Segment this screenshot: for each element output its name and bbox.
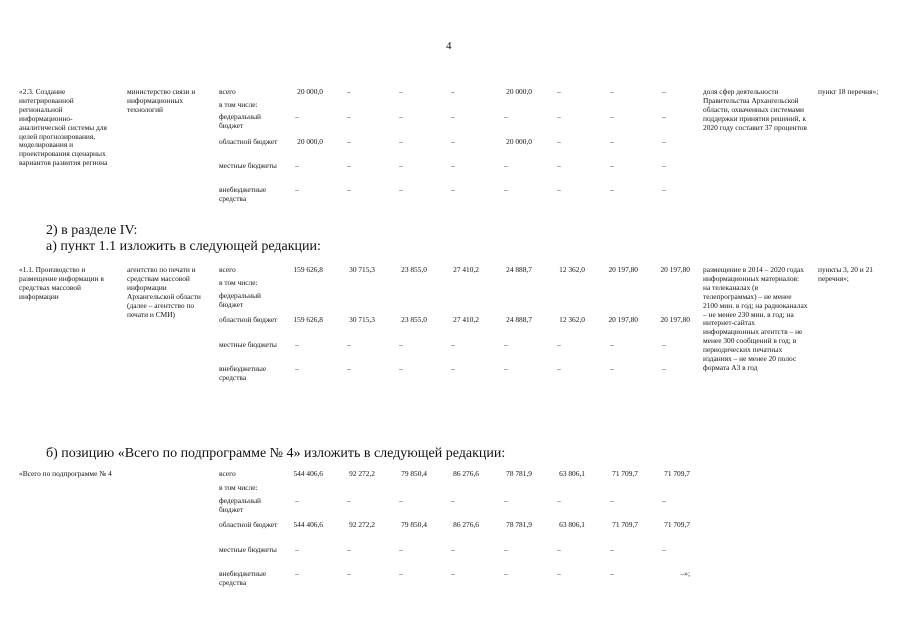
amount-cell: – <box>504 545 508 554</box>
amount-cell: – <box>504 185 508 194</box>
amount-cell: – <box>347 87 351 96</box>
amount-cell: – <box>662 112 666 121</box>
amount-cell: – <box>610 161 614 170</box>
amount-cell: 63 806,1 <box>559 469 585 478</box>
reference: пункт 18 перечня»; <box>818 87 879 96</box>
amount-cell: – <box>347 340 351 349</box>
amount-cell: – <box>557 364 561 373</box>
funding-source-label: всего <box>219 469 236 478</box>
funding-source-label: внебюджетные средства <box>219 364 267 382</box>
funding-source-label: внебюджетные средства <box>219 185 267 203</box>
amount-cell: – <box>662 340 666 349</box>
amount-cell: 71 709,7 <box>664 520 690 529</box>
amount-cell: 159 626,8 <box>293 265 323 274</box>
amount-cell: 86 276,6 <box>453 469 479 478</box>
funding-source-label: всего <box>219 87 236 96</box>
amount-cell: 23 855,0 <box>401 265 427 274</box>
amount-cell: – <box>399 364 403 373</box>
amount-cell: 71 709,7 <box>664 469 690 478</box>
funding-source-label: внебюджетные средства <box>219 569 267 587</box>
heading-item-1-1: а) пункт 1.1 изложить в следующей редакции: <box>46 239 321 254</box>
amount-cell: 79 850,4 <box>401 520 427 529</box>
executor: министерство связи и информационных технологий <box>127 87 196 114</box>
funding-source-label: местные бюджеты <box>219 161 277 170</box>
funding-source-label: федеральный бюджет <box>219 496 261 514</box>
funding-source-label: в том числе: <box>219 278 258 287</box>
funding-source-label: федеральный бюджет <box>219 291 261 309</box>
amount-cell: – <box>610 137 614 146</box>
amount-cell: – <box>451 185 455 194</box>
amount-cell: – <box>295 112 299 121</box>
amount-cell: 20 197,80 <box>608 265 638 274</box>
amount-cell: 20 000,0 <box>506 137 532 146</box>
amount-cell: 20 197,80 <box>660 265 690 274</box>
amount-cell: – <box>557 137 561 146</box>
funding-source-label: в том числе: <box>219 483 258 492</box>
amount-cell: – <box>451 137 455 146</box>
amount-cell: – <box>610 364 614 373</box>
amount-cell: – <box>557 185 561 194</box>
amount-cell: – <box>662 185 666 194</box>
amount-cell: 20 000,0 <box>297 87 323 96</box>
amount-cell: – <box>662 545 666 554</box>
amount-cell: – <box>295 340 299 349</box>
amount-cell: 63 806,1 <box>559 520 585 529</box>
amount-cell: – <box>347 496 351 505</box>
amount-cell: – <box>399 185 403 194</box>
amount-cell: – <box>399 340 403 349</box>
amount-cell: – <box>610 112 614 121</box>
amount-cell: 92 272,2 <box>349 520 375 529</box>
amount-cell: – <box>610 185 614 194</box>
amount-cell: 27 410,2 <box>453 265 479 274</box>
amount-cell: – <box>557 496 561 505</box>
amount-cell: – <box>347 137 351 146</box>
executor: агентство по печати и средствам массовой информации Архангельской области (далее – агентство по печати и СМИ) <box>127 265 201 319</box>
amount-cell: 78 781,9 <box>506 469 532 478</box>
amount-cell: – <box>451 112 455 121</box>
funding-source-label: областной бюджет <box>219 315 278 324</box>
item-title: «2.3. Создание интегрированной региональной информационно-аналитической системы для целей прогнозирования, моделирования и проектирования сценарных вариантов развития региона <box>19 87 108 168</box>
amount-cell: 78 781,9 <box>506 520 532 529</box>
funding-source-label: местные бюджеты <box>219 340 277 349</box>
amount-cell: – <box>399 161 403 170</box>
amount-cell: – <box>504 496 508 505</box>
amount-cell: – <box>451 340 455 349</box>
amount-cell: – <box>399 137 403 146</box>
amount-cell: – <box>662 137 666 146</box>
amount-cell: – <box>451 364 455 373</box>
amount-cell: – <box>347 112 351 121</box>
amount-cell: – <box>295 496 299 505</box>
amount-cell: – <box>295 545 299 554</box>
amount-cell: – <box>504 340 508 349</box>
amount-cell: – <box>347 545 351 554</box>
amount-cell: 86 276,6 <box>453 520 479 529</box>
amount-cell: – <box>451 496 455 505</box>
amount-cell: – <box>504 569 508 578</box>
amount-cell: – <box>662 496 666 505</box>
amount-cell: – <box>451 87 455 96</box>
amount-cell: – <box>295 569 299 578</box>
amount-cell: – <box>451 569 455 578</box>
amount-cell: 12 362,0 <box>559 265 585 274</box>
amount-cell: – <box>295 161 299 170</box>
amount-cell: –»; <box>680 569 690 578</box>
amount-cell: 71 709,7 <box>612 469 638 478</box>
heading-total-subprogram: б) позицию «Всего по подпрограмме № 4» изложить в следующей редакции: <box>46 446 506 461</box>
item-title: «1.1. Производство и размещение информации в средствах массовой информации <box>19 265 104 301</box>
amount-cell: – <box>295 364 299 373</box>
funding-source-label: федеральный бюджет <box>219 112 261 130</box>
amount-cell: 159 626,8 <box>293 315 323 324</box>
item-title: «Всего по подпрограмме № 4 <box>19 469 112 478</box>
amount-cell: – <box>347 161 351 170</box>
amount-cell: – <box>399 569 403 578</box>
amount-cell: – <box>610 340 614 349</box>
amount-cell: 544 406,6 <box>293 469 323 478</box>
page-number: 4 <box>446 40 452 52</box>
amount-cell: – <box>557 569 561 578</box>
amount-cell: 30 715,3 <box>349 315 375 324</box>
amount-cell: – <box>295 185 299 194</box>
funding-source-label: всего <box>219 265 236 274</box>
amount-cell: 20 197,80 <box>660 315 690 324</box>
amount-cell: – <box>557 87 561 96</box>
amount-cell: 24 888,7 <box>506 315 532 324</box>
amount-cell: – <box>662 87 666 96</box>
amount-cell: 544 406,6 <box>293 520 323 529</box>
amount-cell: – <box>557 161 561 170</box>
amount-cell: 30 715,3 <box>349 265 375 274</box>
amount-cell: – <box>451 161 455 170</box>
amount-cell: – <box>610 87 614 96</box>
amount-cell: 92 272,2 <box>349 469 375 478</box>
amount-cell: – <box>610 569 614 578</box>
amount-cell: – <box>610 545 614 554</box>
amount-cell: – <box>662 161 666 170</box>
amount-cell: – <box>610 496 614 505</box>
funding-source-label: областной бюджет <box>219 137 278 146</box>
amount-cell: 71 709,7 <box>612 520 638 529</box>
amount-cell: 20 197,80 <box>608 315 638 324</box>
amount-cell: 23 855,0 <box>401 315 427 324</box>
funding-source-label: областной бюджет <box>219 520 278 529</box>
amount-cell: – <box>504 112 508 121</box>
amount-cell: 12 362,0 <box>559 315 585 324</box>
amount-cell: – <box>557 545 561 554</box>
heading-section-iv: 2) в разделе IV: <box>46 223 138 238</box>
funding-source-label: в том числе: <box>219 100 258 109</box>
amount-cell: 27 410,2 <box>453 315 479 324</box>
result-text: доля сфер деятельности Правительства Архангельской области, охваченных системами поддержки принятия решений, к 2020 году составит 37 процентов <box>703 87 807 132</box>
amount-cell: 24 888,7 <box>506 265 532 274</box>
amount-cell: 20 000,0 <box>297 137 323 146</box>
amount-cell: – <box>347 185 351 194</box>
amount-cell: – <box>399 87 403 96</box>
amount-cell: – <box>504 364 508 373</box>
reference: пункты 3, 20 и 21 перечня»; <box>818 265 873 283</box>
amount-cell: 79 850,4 <box>401 469 427 478</box>
amount-cell: – <box>347 569 351 578</box>
amount-cell: – <box>399 496 403 505</box>
amount-cell: – <box>504 161 508 170</box>
result-text: размещение в 2014 – 2020 годах информационных материалов: на телеканалах (в телепрограммах) – не менее 2100 мин. в год; на радиоканалах – не менее 230 мин. в год; на интернет-сайтах информационных агентств – не менее 300 сообщений в год; в периодических печатных изданиях – не менее 20 полос формата А3 в год <box>703 265 808 372</box>
funding-source-label: местные бюджеты <box>219 545 277 554</box>
amount-cell: 20 000,0 <box>506 87 532 96</box>
amount-cell: – <box>557 340 561 349</box>
amount-cell: – <box>662 364 666 373</box>
amount-cell: – <box>347 364 351 373</box>
amount-cell: – <box>557 112 561 121</box>
amount-cell: – <box>399 112 403 121</box>
amount-cell: – <box>451 545 455 554</box>
amount-cell: – <box>399 545 403 554</box>
